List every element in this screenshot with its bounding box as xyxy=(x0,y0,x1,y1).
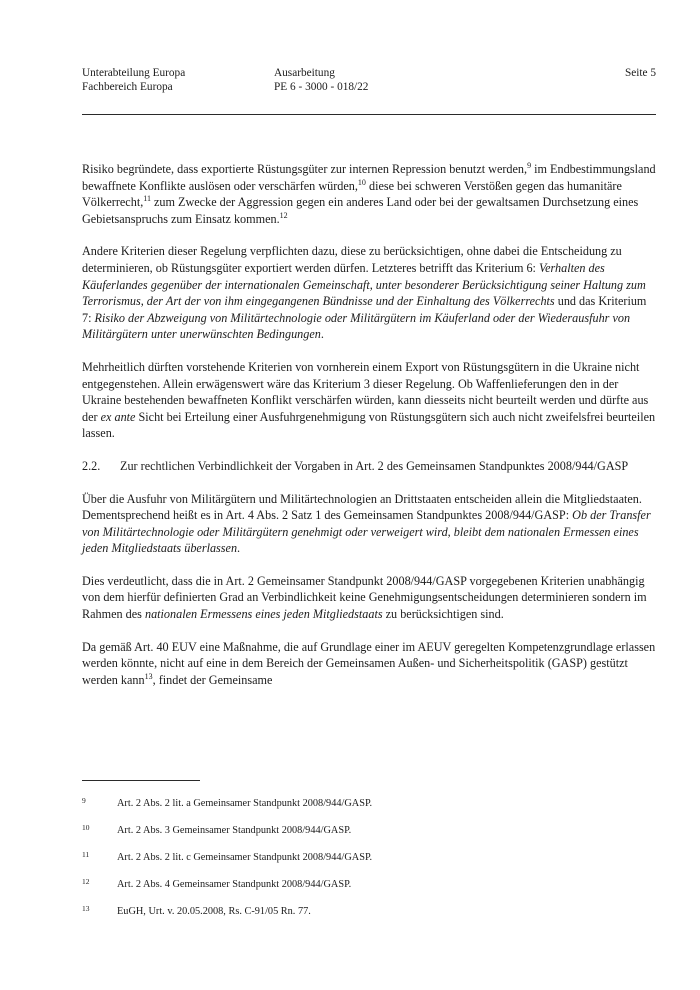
text-run: Mehrheitlich dürften vorstehende Kriterien von vornherein einem Export von Rüstungsgütern in die Ukraine nicht entgegenstehen. Allein erwägenswert wäre das Kriterium 3 dieser Regelung. Ob Waffenlieferungen den in der Ukraine bestehenden bewaffneten Konflikt verschärfen würden, kann diesseits nicht beurteilt werden und dürfte aus der xyxy=(82,359,649,424)
footnote xyxy=(82,797,656,810)
italic-text-run: nationalen Ermessens eines jeden Mitgliedstaats xyxy=(144,607,383,622)
footnote xyxy=(82,824,656,837)
italic-text-run: Ob der Transfer von Militärtechnologie oder Militärgütern genehmigt oder verweigert wird, bleibt dem nationalen Ermessen eines jeden Mitgliedstaats überlassen xyxy=(82,508,651,556)
footnote-marker: 11 xyxy=(82,850,90,859)
paragraph xyxy=(82,491,656,557)
header-department xyxy=(82,66,274,94)
header-department-line1: Unterabteilung Europa xyxy=(82,67,186,79)
footnote-text: Art. 2 Abs. 2 lit. a Gemeinsamer Standpunkt 2008/944/GASP. xyxy=(117,798,373,809)
document-header xyxy=(82,66,656,94)
footnote-marker: 10 xyxy=(82,823,90,832)
italic-text-run: Verhalten des Käuferlandes gegenüber der internationalen Gemeinschaft, unter besonderer Berücksichtigung seiner Haltung zum Terrorismus, der Art der von ihm eingegangenen Bündnisse und der Einhaltung des Völkerrechts xyxy=(82,260,646,309)
paragraph xyxy=(82,161,656,227)
text-run: Da gemäß Art. 40 EUV eine Maßnahme, die auf Grundlage einer im AEUV geregelten Kompetenzgrundlage erlassen werden könnte, nicht auf eine in dem Bereich der Gemeinsamen Außen- und Sicherheitspolitik (GASP) gestützt werden kann xyxy=(82,639,656,687)
footnote xyxy=(82,851,656,864)
footnote-text: Art. 2 Abs. 4 Gemeinsamer Standpunkt 2008/944/GASP. xyxy=(117,879,352,890)
footnote-ref: 13 xyxy=(144,671,153,681)
document-body xyxy=(82,161,656,688)
footnote-text: EuGH, Urt. v. 20.05.2008, Rs. C-91/05 Rn. 77. xyxy=(117,906,311,917)
footnote-ref: 11 xyxy=(143,194,151,204)
text-run: Risiko begründete, dass exportierte Rüstungsgüter zur internen Repression benutzt werden, xyxy=(82,162,528,176)
footnote-marker: 12 xyxy=(82,877,90,886)
italic-text-run: Risiko der Abzweigung von Militärtechnologie oder Militärgütern im Käuferland oder der Wiederausfuhr von Militärgütern unter unerwünschten Bedingungen xyxy=(82,310,631,342)
footnote xyxy=(82,905,656,918)
paragraph xyxy=(82,359,656,442)
footnote-ref: 12 xyxy=(279,210,288,220)
text-run: , findet der Gemeinsame xyxy=(152,672,273,687)
footnote xyxy=(82,878,656,891)
header-doc-number: PE 6 - 3000 - 018/22 xyxy=(274,81,369,93)
paragraph xyxy=(82,243,656,343)
paragraph xyxy=(82,639,656,689)
footnote-ref: 10 xyxy=(357,177,366,187)
text-run: . xyxy=(237,541,241,556)
footnote-text: Art. 2 Abs. 2 lit. c Gemeinsamer Standpunkt 2008/944/GASP. xyxy=(117,852,373,863)
text-run: Sicht bei Erteilung einer Ausfuhrgenehmigung von Rüstungsgütern sich auch nicht zweifelsfrei beurteilen lassen. xyxy=(82,409,656,441)
footnote-marker: 13 xyxy=(82,904,90,913)
section-number: 2.2. xyxy=(82,458,101,473)
text-run: Dies verdeutlicht, dass die in Art. 2 Gemeinsamer Standpunkt 2008/944/GASP vorgegebenen Kriterien unabhängig von dem hierfür definierten Grad an Verbindlichkeit keine Genehmigungsentscheidungen determinieren sondern im Rahmen des xyxy=(82,573,647,622)
text-run: . xyxy=(320,327,324,342)
text-run: Andere Kriterien dieser Regelung verpflichten dazu, diese zu berücksichtigen, ohne dabei die Entscheidung zu determinieren, ob Rüstungsgüter exportiert werden dürfen. Letzteres betrifft das Kriterium 6: xyxy=(82,244,622,275)
header-doc-info xyxy=(274,66,625,94)
italic-text-run: ex ante xyxy=(100,409,136,424)
footnote-area xyxy=(82,780,656,932)
footnotes-section xyxy=(82,797,656,918)
footnote-ref: 9 xyxy=(527,160,532,170)
header-page-number: Seite 5 xyxy=(624,67,656,79)
footnote-text: Art. 2 Abs. 3 Gemeinsamer Standpunkt 2008/944/GASP. xyxy=(117,825,352,836)
header-rule xyxy=(82,114,656,115)
section-heading xyxy=(82,458,656,475)
header-doc-type: Ausarbeitung xyxy=(274,67,335,79)
text-run: zum Zwecke der Aggression gegen ein anderes Land oder bei der gewaltsamen Durchsetzung eines Gebietsanspruchs zum Einsatz kommen. xyxy=(82,195,639,226)
footnote-marker: 9 xyxy=(82,796,86,805)
text-run: diese bei schweren Verstößen gegen das humanitäre Völkerrecht, xyxy=(82,178,622,210)
footnote-separator xyxy=(82,780,200,781)
text-run: und das Kriterium 7: xyxy=(82,294,647,325)
text-run: zu berücksichtigen sind. xyxy=(382,607,504,622)
text-run: im Endbestimmungsland bewaffnete Konflikte auslösen oder verschärfen würden, xyxy=(82,162,656,193)
header-department-line2: Fachbereich Europa xyxy=(82,81,173,93)
paragraph xyxy=(82,573,656,623)
section-title: Zur rechtlichen Verbindlichkeit der Vorgaben in Art. 2 des Gemeinsamen Standpunktes 2008/944/GASP xyxy=(120,458,629,473)
text-run: Über die Ausfuhr von Militärgütern und Militärtechnologien an Drittstaaten entscheiden allein die Mitgliedstaaten. Dementsprechend heißt es in Art. 4 Abs. 2 Satz 1 des Gemeinsamen Standpunktes 2008/944/GASP: xyxy=(82,491,642,523)
